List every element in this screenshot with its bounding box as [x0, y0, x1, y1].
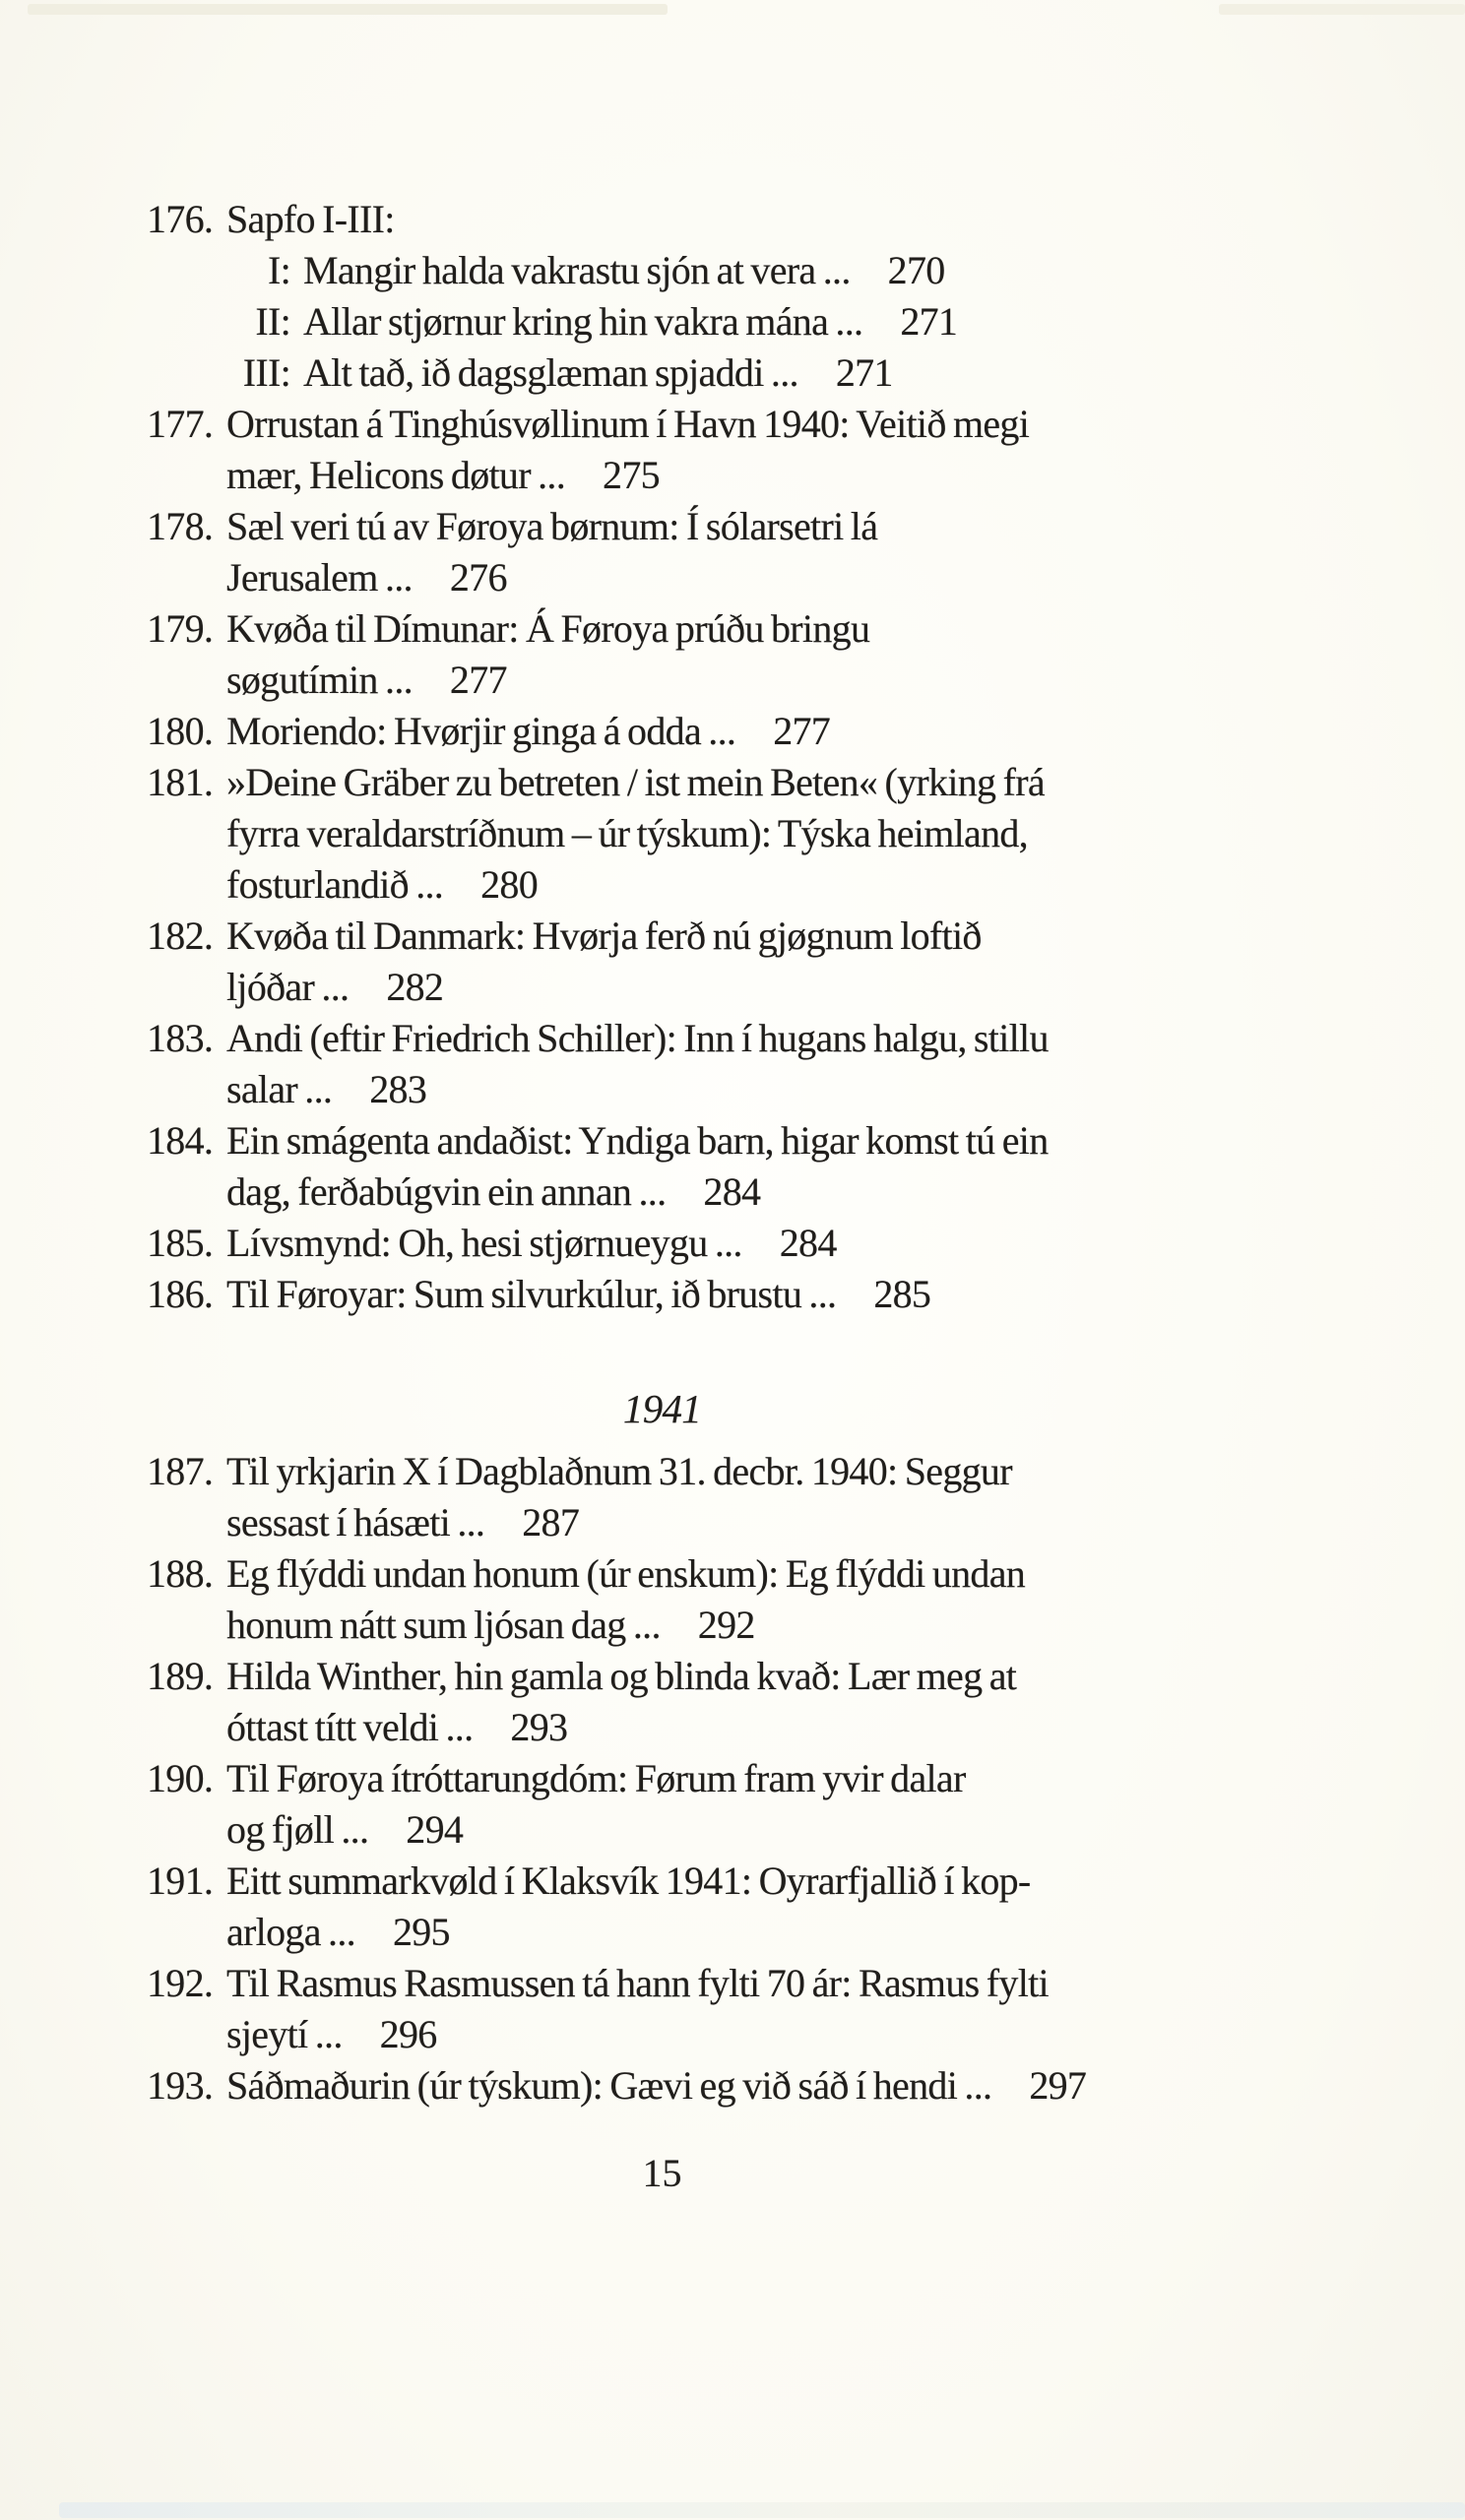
entry-number: 183. — [147, 1016, 214, 1060]
entry-text: Kvøða til Dímunar: Á Føroya prúðu bringu — [226, 606, 870, 651]
entry-number: 186. — [147, 1272, 214, 1316]
toc-line — [0, 1907, 1324, 1958]
page-number: 15 — [642, 2151, 682, 2195]
toc-line — [0, 1218, 1324, 1269]
entry-page-ref: 292 — [697, 1603, 755, 1647]
entry-page-ref: 285 — [873, 1272, 931, 1316]
entry-text: fyrra veraldarstríðnum – úr týskum): Týska heimland, — [226, 811, 1028, 855]
entry-text: Til Rasmus Rasmussen tá hann fylti 70 ár: Rasmus fylti — [226, 1961, 1049, 2005]
table-of-contents — [0, 194, 1324, 2199]
entry-text: Moriendo: Hvørjir ginga á odda ... — [226, 709, 736, 753]
entry-page-ref: 297 — [1029, 2063, 1087, 2108]
toc-line — [0, 1702, 1324, 1753]
toc-line — [0, 911, 1324, 962]
entry-text: Allar stjørnur kring hin vakra mána ... — [303, 299, 863, 344]
toc-line — [0, 859, 1324, 911]
entry-text: Eg flýddi undan honum (úr enskum): Eg flýddi undan — [226, 1551, 1026, 1596]
section-year-heading: 1941 — [622, 1386, 702, 1431]
toc-line — [0, 2060, 1324, 2111]
toc-line — [0, 501, 1324, 552]
entry-text: Andi (eftir Friedrich Schiller): Inn í hugans halgu, stillu — [226, 1016, 1049, 1060]
toc-line — [0, 1804, 1324, 1856]
entry-page-ref: 270 — [887, 248, 945, 292]
entry-number: 192. — [147, 1961, 214, 2005]
toc-line — [0, 1958, 1324, 2009]
toc-line — [0, 245, 1324, 296]
entry-text: dag, ferðabúgvin ein annan ... — [226, 1169, 667, 1214]
entry-text: Hilda Winther, hin gamla og blinda kvað: Lær meg at — [226, 1654, 1017, 1698]
entry-text: Til Føroya ítróttarungdóm: Førum fram yvir dalar — [226, 1756, 966, 1800]
toc-line — [0, 296, 1324, 347]
entry-page-ref: 277 — [773, 709, 831, 753]
entry-text: søgutímin ... — [226, 658, 413, 702]
entry-text: honum nátt sum ljósan dag ... — [226, 1603, 661, 1647]
toc-line — [0, 450, 1324, 501]
entry-page-ref: 277 — [449, 658, 507, 702]
toc-line — [0, 706, 1324, 757]
entry-page-ref: 293 — [510, 1705, 568, 1749]
entry-text: Lívsmynd: Oh, hesi stjørnueygu ... — [226, 1221, 742, 1265]
entry-number: 184. — [147, 1118, 214, 1163]
entry-number: 189. — [147, 1654, 214, 1698]
entry-text: óttast títt veldi ... — [226, 1705, 474, 1749]
subentry-numeral: I: — [267, 248, 290, 292]
entry-text: Mangir halda vakrastu sjón at vera ... — [303, 248, 851, 292]
entry-text: salar ... — [226, 1067, 333, 1111]
entry-text: Alt tað, ið dagsglæman spjaddi ... — [303, 350, 798, 395]
toc-line — [0, 347, 1324, 399]
entry-text: arloga ... — [226, 1910, 355, 1954]
entry-page-ref: 287 — [522, 1500, 580, 1544]
entry-number: 182. — [147, 914, 214, 958]
entry-page-ref: 282 — [386, 965, 444, 1009]
toc-line — [0, 1856, 1324, 1907]
entry-number: 187. — [147, 1449, 214, 1493]
entry-page-ref: 280 — [480, 862, 539, 907]
toc-line — [0, 1269, 1324, 1320]
entry-number: 185. — [147, 1221, 214, 1265]
toc-line — [0, 399, 1324, 450]
entry-number: 188. — [147, 1551, 214, 1596]
toc-line — [0, 655, 1324, 706]
subentry-numeral: III: — [242, 350, 290, 395]
toc-line — [0, 194, 1324, 245]
entry-page-ref: 276 — [449, 555, 507, 599]
entry-text: Sæl veri tú av Føroya børnum: Í sólarsetri lá — [226, 504, 878, 548]
scan-edge-artifact — [28, 4, 668, 15]
scan-edge-artifact — [1219, 4, 1465, 15]
toc-line — [0, 1651, 1324, 1702]
entry-text: »Deine Gräber zu betreten / ist mein Beten« (yrking frá — [226, 760, 1045, 804]
entry-page-ref: 275 — [603, 453, 660, 497]
entry-text: Sapfo I-III: — [226, 197, 395, 241]
entry-text: Eitt summarkvøld í Klaksvík 1941: Oyrarfjallið í kop- — [226, 1858, 1031, 1903]
entry-text: ljóðar ... — [226, 965, 350, 1009]
toc-line — [0, 808, 1324, 859]
toc-line — [0, 1548, 1324, 1600]
toc-line — [0, 962, 1324, 1013]
entry-page-ref: 271 — [900, 299, 958, 344]
entry-text: Til yrkjarin X í Dagblaðnum 31. decbr. 1940: Seggur — [226, 1449, 1012, 1493]
entry-page-ref: 271 — [835, 350, 893, 395]
entry-number: 191. — [147, 1858, 214, 1903]
entry-text: sjeytí ... — [226, 2012, 343, 2056]
entry-number: 193. — [147, 2063, 214, 2108]
toc-list — [0, 194, 1324, 2111]
toc-line — [0, 1064, 1324, 1115]
entry-text: fosturlandið ... — [226, 862, 444, 907]
toc-line — [0, 2009, 1324, 2060]
toc-line — [0, 1013, 1324, 1064]
scan-edge-artifact — [59, 2502, 1465, 2518]
toc-line — [0, 1600, 1324, 1651]
entry-number: 180. — [147, 709, 214, 753]
toc-line — [0, 1115, 1324, 1166]
toc-line — [0, 603, 1324, 655]
entry-page-ref: 284 — [703, 1169, 761, 1214]
toc-line — [0, 1446, 1324, 1497]
entry-text: Kvøða til Danmark: Hvørja ferð nú gjøgnum loftið — [226, 914, 982, 958]
toc-line — [0, 552, 1324, 603]
entry-number: 181. — [147, 760, 214, 804]
entry-text: Sáðmaðurin (úr týskum): Gævi eg við sáð í hendi ... — [226, 2063, 992, 2108]
entry-text: og fjøll ... — [226, 1807, 369, 1852]
entry-text: mær, Helicons døtur ... — [226, 453, 566, 497]
entry-page-ref: 295 — [392, 1910, 450, 1954]
entry-text: Til Føroyar: Sum silvurkúlur, ið brustu ... — [226, 1272, 837, 1316]
entry-number: 178. — [147, 504, 214, 548]
entry-number: 179. — [147, 606, 214, 651]
entry-number: 176. — [147, 197, 214, 241]
toc-line — [0, 1753, 1324, 1804]
toc-line — [0, 1497, 1324, 1548]
entry-number: 190. — [147, 1756, 214, 1800]
entry-text: Ein smágenta andaðist: Yndiga barn, higar komst tú ein — [226, 1118, 1049, 1163]
entry-text: sessast í hásæti ... — [226, 1500, 485, 1544]
toc-line — [0, 757, 1324, 808]
entry-page-ref: 284 — [779, 1221, 837, 1265]
entry-text: Orrustan á Tinghúsvøllinum í Havn 1940: Veitið megi — [226, 402, 1030, 446]
entry-text: Jerusalem ... — [226, 555, 413, 599]
entry-page-ref: 283 — [369, 1067, 427, 1111]
entry-page-ref: 296 — [379, 2012, 437, 2056]
entry-page-ref: 294 — [406, 1807, 464, 1852]
subentry-numeral: II: — [255, 299, 290, 344]
entry-number: 177. — [147, 402, 214, 446]
toc-line — [0, 1166, 1324, 1218]
